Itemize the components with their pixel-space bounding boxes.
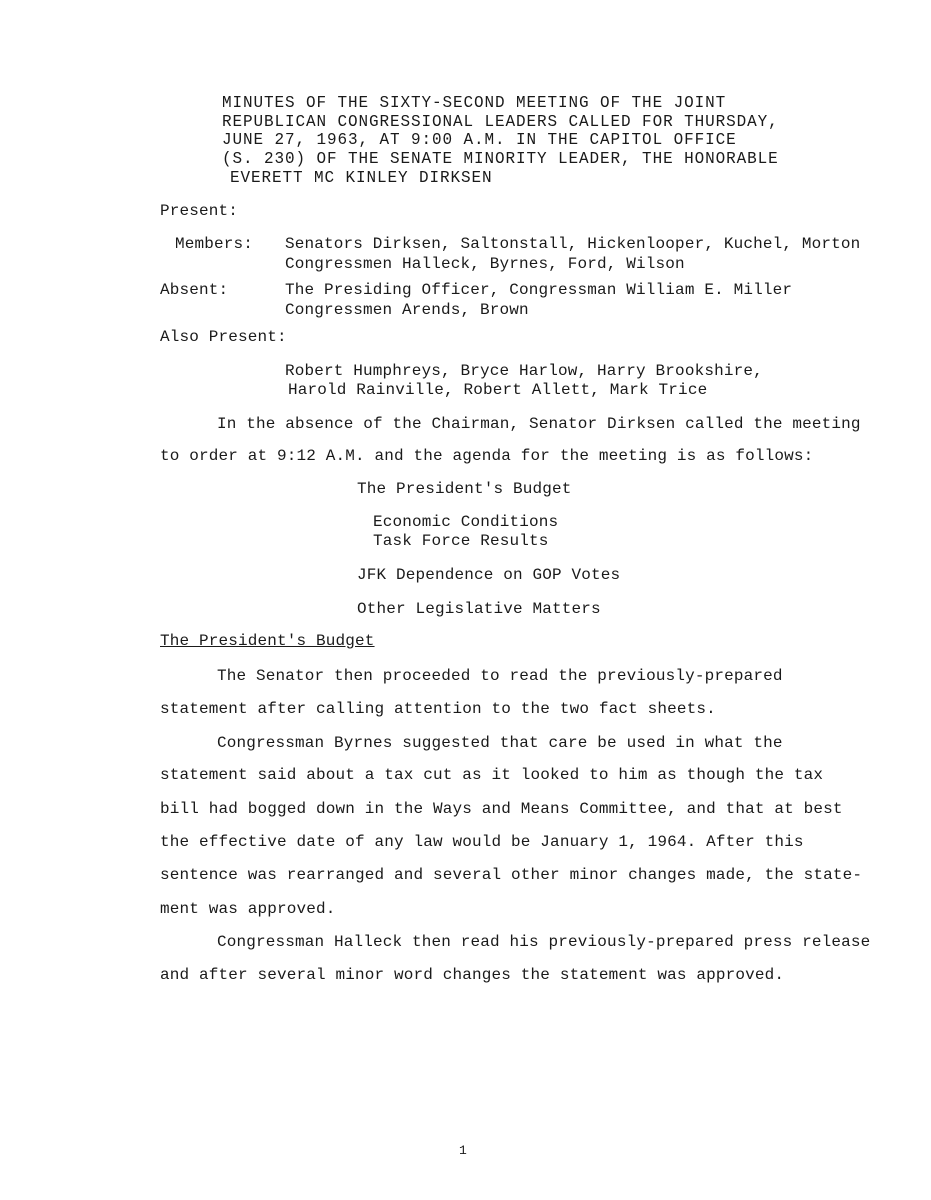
agenda-item: Task Force Results (373, 532, 549, 550)
title-line: REPUBLICAN CONGRESSIONAL LEADERS CALLED FOR THURSDAY, (222, 112, 779, 132)
page-number: 1 (459, 1143, 467, 1158)
paragraph-line: the effective date of any law would be January 1, 1964. After this (160, 833, 804, 851)
title-line: (S. 230) OF THE SENATE MINORITY LEADER, THE HONORABLE (222, 149, 779, 169)
title-line: MINUTES OF THE SIXTY-SECOND MEETING OF THE JOINT (222, 93, 727, 113)
also-present-line: Harold Rainville, Robert Allett, Mark Trice (288, 381, 708, 399)
section-heading: The President's Budget (160, 632, 375, 650)
title-line: JUNE 27, 1963, AT 9:00 A.M. IN THE CAPITOL OFFICE (222, 130, 737, 150)
present-label: Present: (160, 202, 239, 220)
paragraph-line: The Senator then proceeded to read the previously-prepared (217, 667, 783, 685)
absent-line: The Presiding Officer, Congressman William E. Miller (285, 281, 793, 299)
paragraph-line: and after several minor word changes the statement was approved. (160, 966, 785, 984)
agenda-item: Other Legislative Matters (357, 600, 601, 618)
agenda-item: JFK Dependence on GOP Votes (357, 566, 621, 584)
members-line: Congressmen Halleck, Byrnes, Ford, Wilson (285, 255, 685, 273)
title-line: EVERETT MC KINLEY DIRKSEN (230, 168, 493, 188)
members-label: Members: (175, 235, 254, 253)
paragraph-line: bill had bogged down in the Ways and Means Committee, and that at best (160, 800, 843, 818)
also-present-label: Also Present: (160, 328, 287, 346)
paragraph-line: statement after calling attention to the two fact sheets. (160, 700, 716, 718)
agenda-item: Economic Conditions (373, 513, 559, 531)
paragraph-line: statement said about a tax cut as it looked to him as though the tax (160, 766, 824, 784)
absent-line: Congressmen Arends, Brown (285, 301, 529, 319)
absent-label: Absent: (160, 281, 229, 299)
paragraph-line: Congressman Halleck then read his previously-prepared press release (217, 933, 871, 951)
intro-line: to order at 9:12 A.M. and the agenda for the meeting is as follows: (160, 447, 814, 465)
paragraph-line: Congressman Byrnes suggested that care be used in what the (217, 734, 783, 752)
paragraph-line: sentence was rearranged and several other minor changes made, the state- (160, 866, 863, 884)
paragraph-line: ment was approved. (160, 900, 336, 918)
agenda-item: The President's Budget (357, 480, 572, 498)
intro-line: In the absence of the Chairman, Senator Dirksen called the meeting (217, 415, 861, 433)
also-present-line: Robert Humphreys, Bryce Harlow, Harry Brookshire, (285, 362, 763, 380)
members-line: Senators Dirksen, Saltonstall, Hickenlooper, Kuchel, Morton (285, 235, 861, 253)
